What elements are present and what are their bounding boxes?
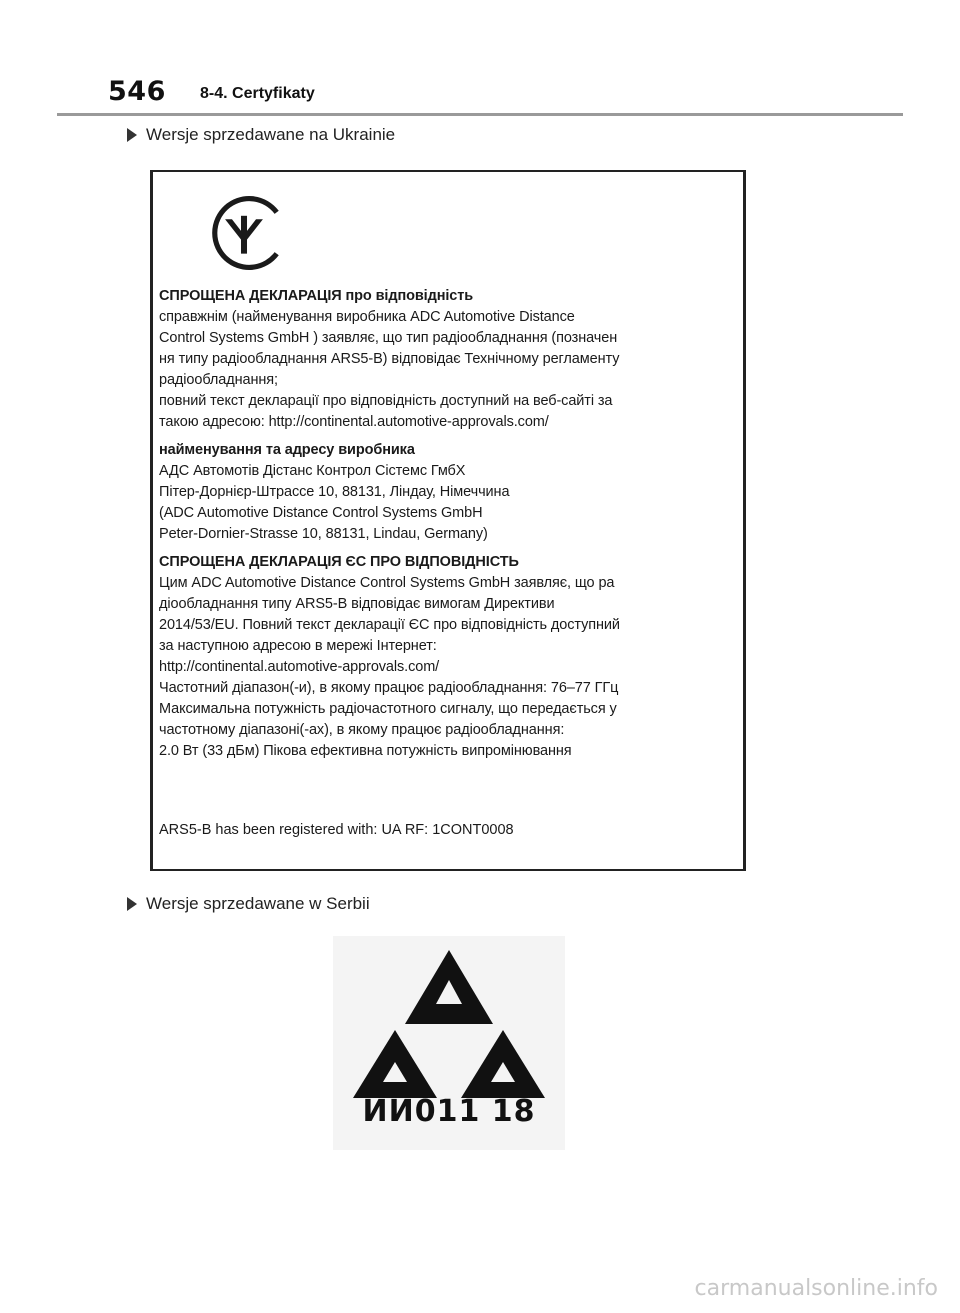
eu-declaration-heading: СПРОЩЕНА ДЕКЛАРАЦІЯ ЄС ПРО ВІДПОВІДНІСТЬ [159, 554, 519, 570]
declaration-heading: СПРОЩЕНА ДЕКЛАРАЦІЯ про відповідність [159, 288, 474, 304]
page-number: 546 [108, 76, 166, 107]
section-heading-serbia [127, 894, 370, 914]
manufacturer-line: Peter-Dornier-Strasse 10, 88131, Lindau, Germany) [159, 526, 488, 542]
eu-declaration-line: http://continental.automotive-approvals.com/ [159, 659, 440, 675]
declaration-line: Control Systems GmbH ) заявляє, що тип радіообладнання (позначен [159, 330, 618, 346]
registration-line: ARS5-B has been registered with: UA RF: 1CONT0008 [159, 822, 514, 838]
section-title: 8-4. Certyfikaty [200, 85, 315, 102]
eu-declaration-line: 2014/53/EU. Повний текст декларації ЄС про відповідність доступний [159, 617, 620, 633]
watermark: carmanualsonline.info [694, 1276, 938, 1301]
section-heading-ukraine [127, 125, 395, 145]
eu-declaration-line: Частотний діапазон(-и), в якому працює радіообладнання: 76–77 ГГц [159, 680, 619, 696]
section-heading-label: Wersje sprzedawane w Serbii [146, 894, 370, 913]
declaration-line: такою адресою: http://continental.automotive-approvals.com/ [159, 414, 549, 430]
declaration-line: повний текст декларації про відповідність доступний на веб-сайті за [159, 393, 613, 409]
serbian-conformity-mark [333, 936, 565, 1150]
manufacturer-line: АДС Автомотів Дістанс Контрол Сістемс ГмбХ [159, 463, 466, 479]
eu-declaration-line: частотному діапазоні(-ах), в якому працює радіообладнання: [159, 722, 565, 738]
eu-declaration-line: за наступною адресою в мережі Інтернет: [159, 638, 437, 654]
triangle-bullet-icon [127, 128, 137, 142]
header-divider [57, 113, 903, 116]
triangle-bullet-icon [127, 897, 137, 911]
declaration-line: ня типу радіообладнання ARS5-B) відповідає Технічному регламенту [159, 351, 620, 367]
eu-declaration-line: Цим ADC Automotive Distance Control Systems GmbH заявляє, що ра [159, 575, 615, 591]
eu-declaration-line: 2.0 Вт (33 дБм) Пікова ефективна потужність випромінювання [159, 743, 572, 759]
eu-declaration-line: діообладнання типу ARS5-B відповідає вимогам Директиви [159, 596, 555, 612]
manufacturer-line: Пітер-Дорнієр-Штрассе 10, 88131, Ліндау, Німеччина [159, 484, 510, 500]
declaration-line: радіообладнання; [159, 372, 278, 388]
section-heading-label: Wersje sprzedawane na Ukrainie [146, 125, 396, 144]
ukraine-certificate [150, 170, 746, 871]
ukrainian-conformity-mark-icon [201, 190, 287, 276]
declaration-line: справжнім (найменування виробника ADC Automotive Distance [159, 309, 575, 325]
manufacturer-heading: найменування та адресу виробника [159, 442, 415, 458]
manufacturer-line: (ADC Automotive Distance Control Systems GmbH [159, 505, 483, 521]
eu-declaration-line: Максимальна потужність радіочастотного сигналу, що передається у [159, 701, 617, 717]
serbian-mark-code: ИИ011 18 [362, 1094, 536, 1129]
certificate-text [159, 286, 749, 769]
